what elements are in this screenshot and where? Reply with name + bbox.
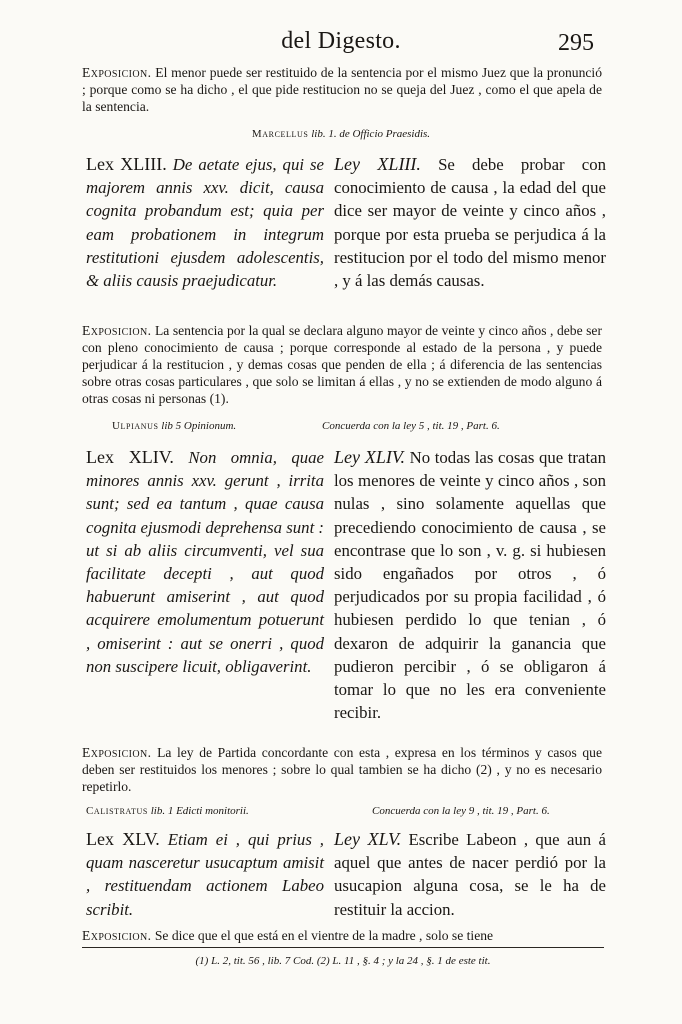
latin-text-law43 xyxy=(86,153,324,292)
exposition-4 xyxy=(82,927,602,944)
latin-body: Non omnia, quae minores annis xxv. gerunt , irrita sunt; sed ea tantum , quae causa cognita ejusmodi deprehensa sunt : ut si ab aliis circumventi, vel sua facilitate decepti , aut quod habuerunt amiserint , aut quod acquirere emolumentum potuerunt , omiserint : aut se onerri , quod non suscipere licuit, obligaverint. xyxy=(86,448,325,676)
spanish-heading: Ley XLV. xyxy=(334,829,402,849)
exposition-label: Exposicion. xyxy=(82,65,152,80)
source-ref: lib. 1. de Officio Praesidis. xyxy=(311,128,431,140)
attribution-law43 xyxy=(0,128,682,140)
spanish-body: No todas las cosas que tratan los menores de veinte y cinco años , son nulas , sino solamente aquellas que precediendo conocimiento de causa , se encontrase que lo son , v. g. si hubiesen sido engañados por otros , ó perjudicados por su propia facilidad , ó hubiesen perdido lo que tenian , ó dexaron de adquirir la ganancia que pudieron percibir , ó se obligaron á tomar lo que no les era conveniente recibir. xyxy=(334,448,606,723)
exposition-label: Exposicion. xyxy=(82,323,152,338)
running-header: del Digesto. xyxy=(281,28,401,54)
latin-text-law44 xyxy=(86,446,324,678)
spanish-text-law43 xyxy=(334,153,606,292)
exposition-text: El menor puede ser restituido de la sentencia por el mismo Juez que la pronunció ; porque como se ha dicho , el que pide restitucion no se queja del Juez , como el que apela de la sentencia. xyxy=(82,65,602,114)
latin-heading: Lex XLIII. xyxy=(86,154,167,174)
latin-heading: Lex XLV. xyxy=(86,829,160,849)
exposition-1 xyxy=(82,64,602,115)
exposition-label: Exposicion. xyxy=(82,745,152,760)
exposition-text: La ley de Partida concordante con esta , expresa en los términos y casos que deben ser restituidos los menores ; sobre lo qual tambien se ha dicho (2) , y no es necesario repetirlo. xyxy=(82,745,602,794)
attribution-law45 xyxy=(86,805,249,817)
concordance-law44: Concuerda con la ley 5 , tit. 19 , Part. 6. xyxy=(322,420,500,432)
latin-body: Etiam ei , qui prius , quam nasceretur usucaptum amisit , restituendam actionem Labeo scribit. xyxy=(86,830,324,919)
footnotes: (1) L. 2, tit. 56 , lib. 7 Cod. (2) L. 11 , §. 4 ; y la 24 , §. 1 de este tit. xyxy=(195,955,491,967)
spanish-heading: Ley XLIII. xyxy=(334,154,421,174)
page-number: 295 xyxy=(558,30,594,56)
jurist-name: Marcellus xyxy=(251,128,309,140)
latin-heading: Lex XLIV. xyxy=(86,447,174,467)
source-ref: lib. 1 Edicti monitorii. xyxy=(150,805,249,817)
jurist-name: Calistratus xyxy=(86,805,148,817)
exposition-text: La sentencia por la qual se declara alguno mayor de veinte y cinco años , debe ser con pleno conocimiento de causa ; porque corresponde al estado de la persona , y puede perjudicar á la restitucion , y demas cosas que penden de ella ; á diferencia de las sentencias sobre otras cosas particulares , que solo se limitan á ellas , y no se extienden de modo alguno á otras cosas ni personas (1). xyxy=(82,323,602,406)
spanish-text-law44 xyxy=(334,446,606,724)
exposition-label: Exposicion. xyxy=(82,928,152,943)
exposition-2 xyxy=(82,322,602,407)
latin-body: De aetate ejus, qui se majorem annis xxv. dicit, causa cognita probandum est; quia per eam probationem in integrum restitutioni ejusdem adolescentis, & aliis causis praejudicatur. xyxy=(86,155,324,291)
source-ref: lib 5 Opinionum. xyxy=(161,420,237,432)
spanish-text-law45 xyxy=(334,828,606,921)
exposition-text: Se dice que el que está en el vientre de la madre , solo se tiene xyxy=(154,928,494,943)
attribution-law44 xyxy=(112,420,236,432)
spanish-body: Se debe probar con conocimiento de causa , la edad del que dice ser mayor de veinte y cinco años , porque por esta prueba se perjudica á la restitucion por el todo del mismo menor , y á las demás causas. xyxy=(334,155,607,291)
spanish-body: Escribe Labeon , que aun á aquel que antes de nacer perdió por la usucapion alguna cosa, se le ha de restituir la accion. xyxy=(334,830,606,919)
concordance-law45: Concuerda con la ley 9 , tit. 19 , Part. 6. xyxy=(372,805,550,817)
spanish-heading: Ley XLIV. xyxy=(334,447,406,467)
exposition-3 xyxy=(82,744,602,795)
latin-text-law45 xyxy=(86,828,324,921)
jurist-name: Ulpianus xyxy=(112,420,159,432)
footnote-rule xyxy=(82,947,604,948)
